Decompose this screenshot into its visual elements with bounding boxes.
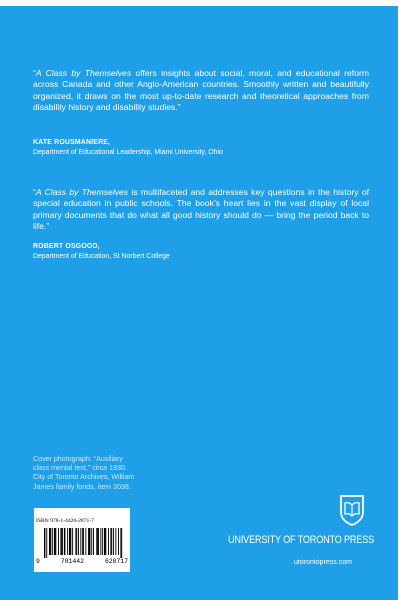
barcode-bar (62, 528, 63, 555)
review-text: offers insights about social, moral, and educational reform across Canada and other Anglo-American countries. Smoothly written and beautifully organized, it draws on the most up-to-date research and theoretical approaches from disability history and disability studies.” (33, 68, 369, 112)
barcode-bar (121, 528, 122, 558)
barcode-bar (67, 528, 68, 555)
barcode-bar (102, 528, 103, 555)
barcode-digit-group: 628717 (104, 558, 128, 565)
barcode-bar (88, 528, 89, 555)
reviewer-affiliation-1: Department of Educational Leadership, Miami University, Ohio (33, 149, 223, 156)
photo-credit-line: Cover photograph: “Auxiliary (33, 455, 123, 463)
reviewer-name-1: KATE ROUSMANIERE, (33, 139, 111, 146)
barcode-bar (76, 528, 77, 555)
photo-credit (33, 455, 193, 492)
review-quote-1 (33, 68, 369, 113)
barcode-bar (55, 528, 56, 555)
barcode-bar (85, 528, 86, 555)
publisher-name: UNIVERSITY OF TORONTO PRESS (228, 534, 375, 546)
book-title-italic: A Class by Themselves (35, 68, 132, 78)
barcode-digits (36, 558, 128, 565)
open-quote-mark: “ (33, 68, 36, 78)
barcode-bar (72, 528, 73, 555)
barcode-bar (89, 528, 90, 555)
review-quote-2 (33, 187, 369, 232)
open-quote-mark: “ (33, 187, 36, 197)
publisher-url[interactable]: utorontopress.com (294, 559, 352, 566)
barcode-bar (111, 528, 112, 555)
barcode-bar (49, 528, 50, 555)
photo-credit-line: City of Toronto Archives, William (33, 473, 135, 482)
barcode-bar (78, 528, 79, 555)
isbn-label: ISBN 978-1-4426-2871-7 (36, 518, 94, 524)
barcode-bar (100, 528, 101, 555)
barcode-icon (44, 528, 124, 558)
barcode-bar (118, 528, 119, 555)
barcode-bar (97, 528, 98, 555)
barcode-digit-group: 781442 (60, 558, 84, 565)
barcode-bar (98, 528, 99, 555)
barcode-bar (110, 528, 111, 555)
barcode-bar (96, 528, 97, 555)
barcode-bar (70, 528, 71, 555)
barcode-digit-group: 9 (36, 558, 40, 565)
reviewer-affiliation-2: Department of Education, St Norbert College (33, 253, 170, 260)
review-text: is multifaceted and addresses key questions in the history of special education in public schools. The book’s heart lies in the vast display of local primary documents that do what all good history should do — bring the period back to life.” (33, 187, 369, 231)
barcode-bar (105, 528, 106, 555)
barcode-bar (46, 528, 47, 558)
barcode-bar (104, 528, 105, 555)
barcode-bar (64, 528, 65, 555)
barcode-bar (52, 528, 53, 555)
barcode-bar (91, 528, 92, 555)
barcode-bar (58, 528, 59, 555)
barcode-bar (108, 528, 109, 555)
barcode-bar (93, 528, 94, 555)
barcode-bar (120, 528, 121, 558)
photo-credit-line: James family fonds, item 3038. (33, 482, 131, 491)
barcode-bar (50, 528, 51, 555)
barcode-bar (80, 528, 81, 555)
barcode-bar (69, 528, 70, 555)
barcode-bar (115, 528, 116, 555)
barcode-bar (54, 528, 55, 555)
barcode-bar (60, 528, 61, 555)
barcode-bar (82, 528, 83, 555)
barcode-bar (75, 528, 76, 555)
cover-top-edge (0, 0, 400, 6)
book-shield-icon (339, 494, 365, 526)
barcode-bar (113, 528, 114, 555)
photo-credit-line: class mental test,” circa 1930. (33, 464, 127, 473)
reviewer-name-2: ROBERT OSGOOD, (33, 243, 100, 250)
barcode-bar (44, 528, 45, 558)
barcode-bar (61, 528, 62, 555)
book-title-italic: A Class by Themselves (35, 187, 129, 197)
barcode-bar (83, 528, 84, 555)
